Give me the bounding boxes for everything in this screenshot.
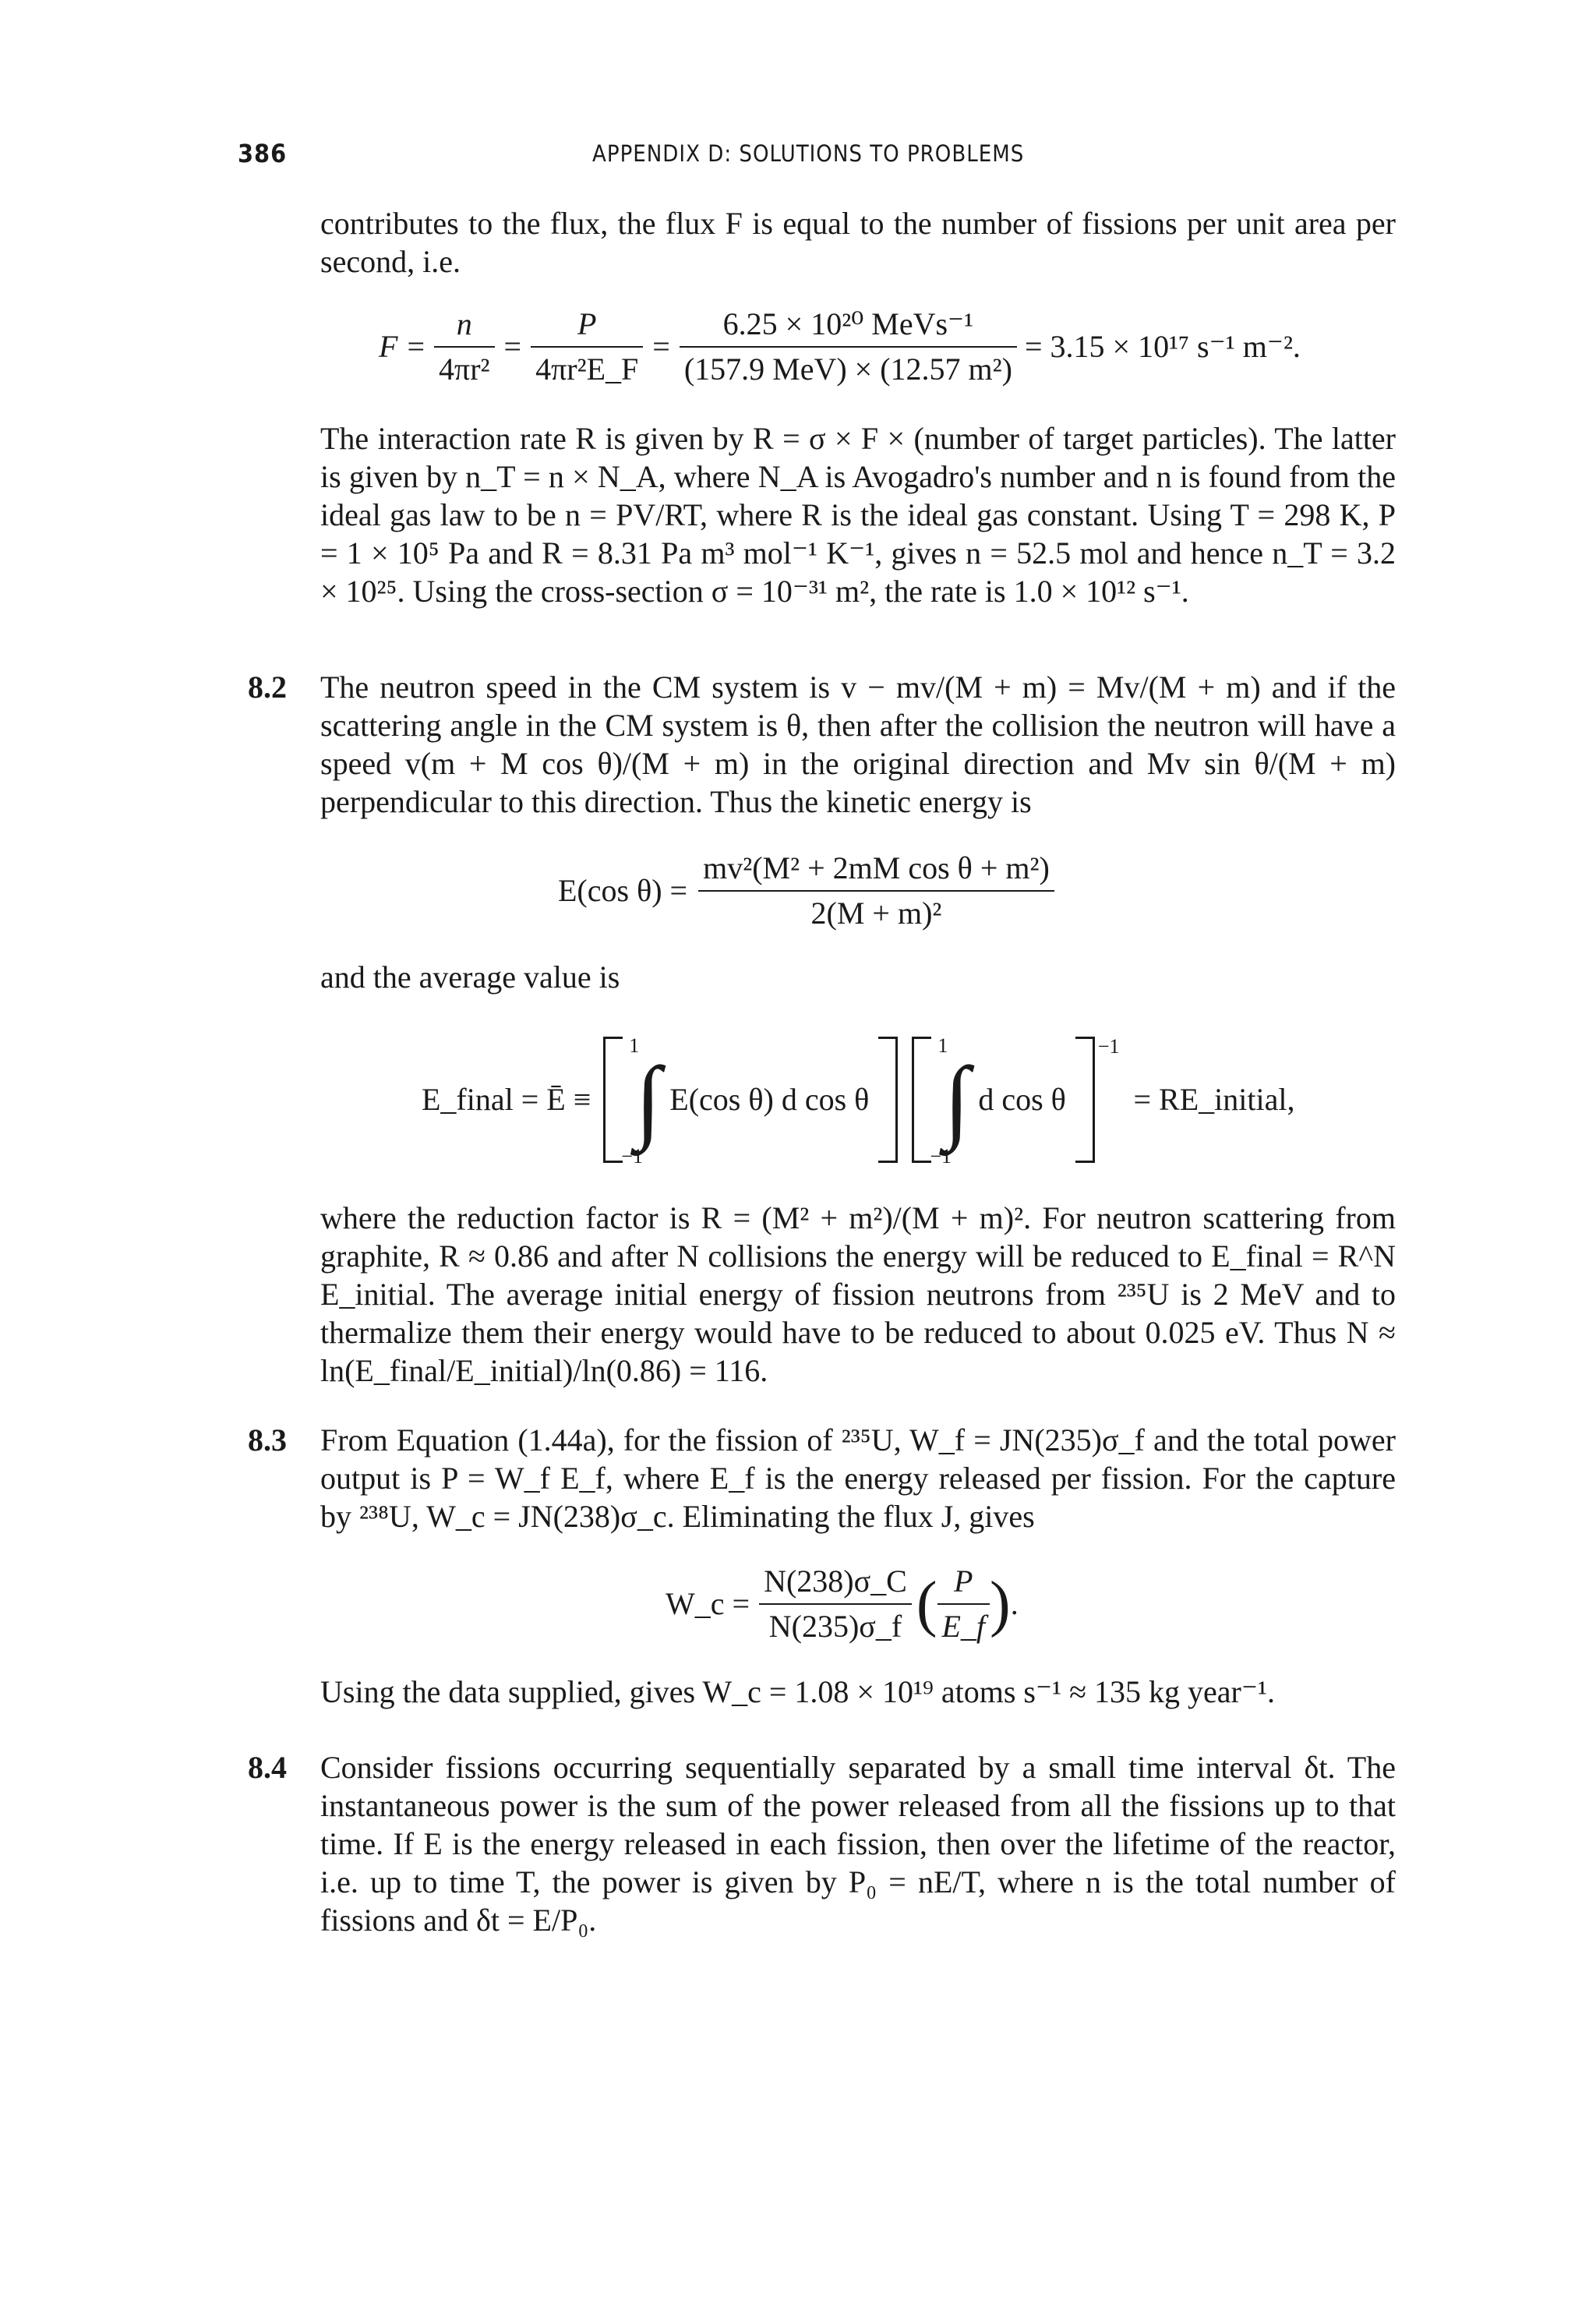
page-number: 386 <box>238 139 288 168</box>
bracket-exponent: −1 <box>1097 1035 1120 1058</box>
right-bracket <box>878 1037 898 1163</box>
problem-8-3 <box>248 1421 1396 1711</box>
problem-number: 8.2 <box>248 670 287 705</box>
problem-8-2 <box>248 668 1396 1390</box>
left-bracket <box>912 1037 931 1163</box>
problem-number: 8.4 <box>248 1750 287 1785</box>
flux-frac-3: $\frac{\text{6.25 × 10²⁰ MeVs⁻¹}}{\text{(157.9 MeV) × (12.57 m²)}}$ <box>680 309 1017 385</box>
problem-8-2-text-2: and the average value is <box>320 959 620 995</box>
page-body <box>248 204 1396 1939</box>
integral-icon: 1 ∫ −1 <box>930 1034 970 1168</box>
flux-lhs: F <box>379 329 398 364</box>
average-energy-equation <box>422 1034 1396 1166</box>
integrand-1: E(cos θ) d cos θ <box>669 1082 870 1117</box>
average-energy-lhs: E_final = Ē ≡ <box>422 1082 591 1117</box>
flux-equation: F = $\frac{n}{\text{4πr²}}$ = $\frac{P}{\text{4πr²E\_F}}$ = $\frac{\text{6.25 × 10²⁰ MeVs⁻¹}}{\text{(157.9 MeV) × (12.57 m²)}}$ = 3.15 × 10¹⁷ s⁻¹ m⁻². <box>379 306 1301 387</box>
kinetic-energy-frac: $\frac{\text{mv²(M² + 2mM cos θ + m²)}}{\text{2(M + m)²}}$ <box>698 853 1054 929</box>
integrand-2: d cos θ <box>978 1082 1066 1117</box>
flux-frac-2: $\frac{P}{\text{4πr²E\_F}}$ <box>531 309 643 385</box>
problem-8-2-text-1: The neutron speed in the CM system is v − mv/(M + m) = Mv/(M + m) and if the scattering angle in the CM system is θ, then after the collision the neutron will have a speed v(m + M cos θ)/(M + m) in the original direction and Mv sin θ/(M + m) perpendicular to this direction. Thus the kinetic energy is <box>320 670 1396 819</box>
problem-number: 8.3 <box>248 1422 287 1458</box>
flux-result: = 3.15 × 10¹⁷ s⁻¹ m⁻². <box>1024 329 1301 364</box>
running-title: APPENDIX D: SOLUTIONS TO PROBLEMS <box>592 140 1025 167</box>
problem-8-4-text-1: Consider fissions occurring sequentially separated by a small time interval δt. The instantaneous power is the sum of the power released from all the fissions up to that time. If E is the energy released in each fission, then over the lifetime of the reactor, i.e. up to time T, the power is given by P₀ = nE/T, where n is the total number of fissions and δt = E/P₀. <box>320 1750 1396 1938</box>
integral-icon: 1 ∫ −1 <box>621 1034 662 1168</box>
right-bracket <box>1075 1037 1095 1163</box>
capture-rate-lhs: W_c = <box>666 1586 750 1621</box>
kinetic-energy-equation <box>558 847 1396 935</box>
left-bracket <box>603 1037 623 1163</box>
interaction-paragraph: The interaction rate R is given by R = σ × F × (number of target particles). The latter is given by n_T = n × N_A, where N_A is Avogadro's number and n is found from the ideal gas law to be n = PV/RT, where R is the ideal gas constant. Using T = 298 K, P = 1 × 10⁵ Pa and R = 8.31 Pa m³ mol⁻¹ K⁻¹, gives n = 52.5 mol and hence n_T = 3.2 × 10²⁵. Using the cross-section σ = 10⁻³¹ m², the rate is 1.0 × 10¹² s⁻¹. <box>320 421 1396 609</box>
flux-frac-1: $\frac{n}{\text{4πr²}}$ <box>434 309 495 385</box>
problem-8-4 <box>248 1748 1396 1939</box>
intro-paragraph: contributes to the flux, the flux F is equal to the number of fissions per unit area per second, i.e. <box>320 206 1396 279</box>
page-header <box>238 139 1399 176</box>
problem-8-3-text-1: From Equation (1.44a), for the fission of ²³⁵U, W_f = JN(235)σ_f and the total power output is P = W_f E_f, where E_f is the energy released per fission. For the capture by ²³⁸U, W_c = JN(238)σ_c. Eliminating the flux J, gives <box>320 1422 1396 1534</box>
capture-rate-equation: W_c = $\frac{N(238)\sigma\_C}{N(235)\sigma\_f}$ ( $\frac{P}{E\_f}$ ) . <box>666 1564 1019 1644</box>
kinetic-energy-lhs: E(cos θ) = <box>558 873 688 908</box>
power-ratio-frac: $\frac{P}{E\_f}$ <box>937 1566 990 1642</box>
capture-rate-frac: $\frac{N(238)\sigma\_C}{N(235)\sigma\_f}$ <box>759 1566 912 1642</box>
average-energy-rhs: = RE_initial, <box>1133 1082 1295 1117</box>
problem-8-2-text-3: where the reduction factor is R = (M² + m²)/(M + m)². For neutron scattering from graphite, R ≈ 0.86 and after N collisions the energy will be reduced to E_final = R^N E_initial. The average initial energy of fission neutrons from ²³⁵U is 2 MeV and to thermalize them their energy would have to be reduced to about 0.025 eV. Thus N ≈ ln(E_final/E_initial)/ln(0.86) = 116. <box>320 1200 1396 1388</box>
problem-8-3-text-2: Using the data supplied, gives W_c = 1.08 × 10¹⁹ atoms s⁻¹ ≈ 135 kg year⁻¹. <box>320 1674 1275 1709</box>
